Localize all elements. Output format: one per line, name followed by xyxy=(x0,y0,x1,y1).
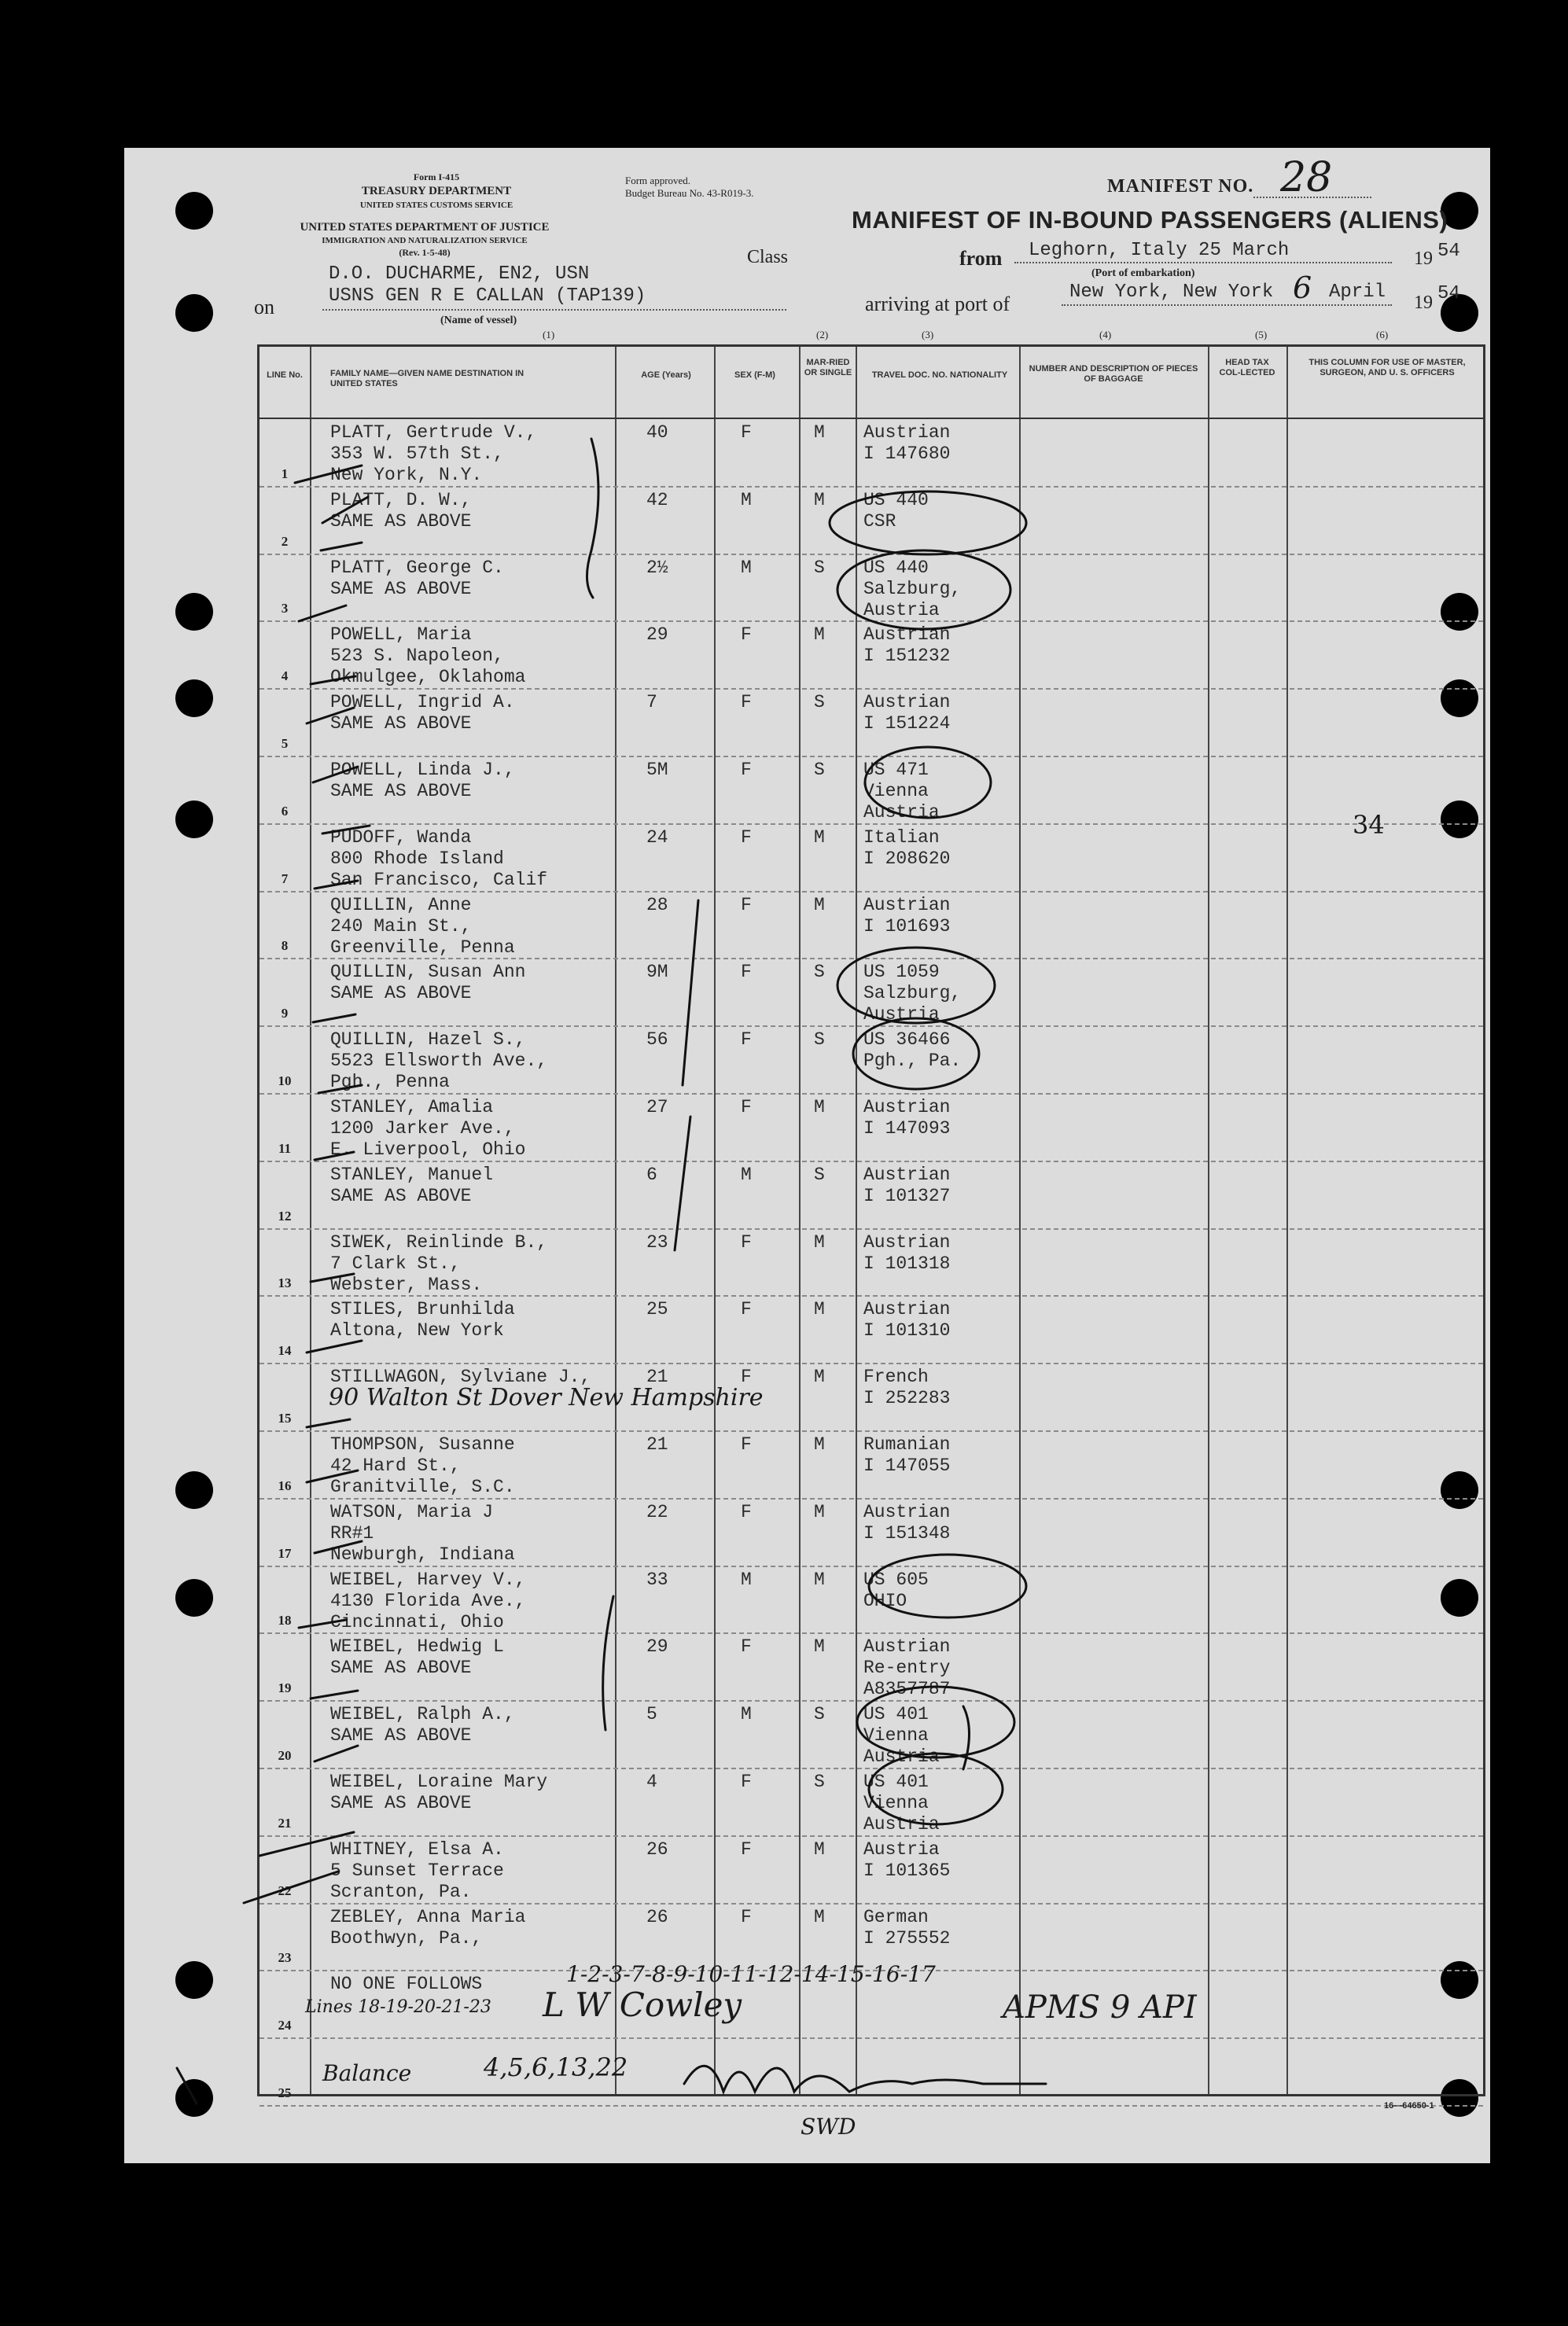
passenger-address: 42 Hard St., xyxy=(330,1456,461,1476)
passenger-address: SAME AS ABOVE xyxy=(330,1725,472,1746)
travel-doc-detail: Salzburg, xyxy=(863,578,962,599)
passenger-age: 26 xyxy=(646,1838,668,1860)
passenger-name: PLATT, George C. xyxy=(330,557,504,578)
passenger-sex: F xyxy=(741,692,752,713)
passenger-marital-status: M xyxy=(814,1231,825,1253)
passenger-marital-status: S xyxy=(814,1029,825,1051)
vessel-name: USNS GEN R E CALLAN (TAP139) xyxy=(329,285,646,307)
row-line-number: 25 xyxy=(278,2085,292,2100)
travel-doc-detail: Vienna xyxy=(863,1793,929,1813)
budget-bureau: Budget Bureau No. 43-R019-3. xyxy=(625,187,754,199)
passenger-marital-status: M xyxy=(814,1434,825,1455)
passenger-age: 5M xyxy=(646,760,668,780)
passenger-address: 353 W. 57th St., xyxy=(330,443,504,464)
travel-doc-detail: I 208620 xyxy=(863,848,951,869)
passenger-age: 26 xyxy=(646,1906,668,1927)
travel-doc-line: German xyxy=(863,1906,929,1927)
passenger-address: 800 Rhode Island xyxy=(330,848,504,869)
travel-doc-line: US 1059 xyxy=(863,962,940,983)
department-of-justice: UNITED STATES DEPARTMENT OF JUSTICE xyxy=(300,221,550,234)
passenger-age: 42 xyxy=(646,489,668,510)
passenger-name: PUDOFF, Wanda xyxy=(330,826,472,848)
passenger-name: PLATT, D. W., xyxy=(330,489,472,510)
passenger-age: 21 xyxy=(646,1367,668,1388)
year-prefix: 19 xyxy=(1414,248,1433,269)
passenger-name: NO ONE FOLLOWS xyxy=(330,1974,483,1995)
treasury-department: TREASURY DEPARTMENT xyxy=(361,185,512,197)
passenger-sex: F xyxy=(741,624,752,646)
passenger-address: 4130 Florida Ave., xyxy=(330,1590,526,1611)
travel-doc-detail: Austria xyxy=(863,599,940,620)
row-line-number: 1 xyxy=(281,466,289,481)
passenger-name: QUILLIN, Hazel S., xyxy=(330,1029,526,1051)
passenger-sex: F xyxy=(741,1299,752,1320)
port-embark-caption: (Port of embarkation) xyxy=(1091,267,1195,279)
row-line-number: 22 xyxy=(278,1883,292,1898)
row-line-number: 12 xyxy=(278,1208,292,1224)
passenger-address: Pgh., Penna xyxy=(330,1072,450,1093)
passenger-name: POWELL, Ingrid A. xyxy=(330,692,515,713)
row-line-number: 2 xyxy=(281,533,289,549)
travel-doc-detail: Re-entry xyxy=(863,1658,951,1679)
passenger-age: 29 xyxy=(646,1636,668,1658)
travel-doc-detail: Vienna xyxy=(863,1725,929,1746)
form-number: Form I-415 xyxy=(413,171,460,182)
passenger-sex: F xyxy=(741,760,752,780)
passenger-address: Cincinnati, Ohio xyxy=(330,1611,504,1632)
passenger-marital-status: M xyxy=(814,1299,825,1320)
passenger-name: STILLWAGON, Sylviane J., xyxy=(330,1367,591,1388)
passenger-address: SAME AS ABOVE xyxy=(330,983,472,1004)
travel-doc-detail: I 101310 xyxy=(863,1320,951,1341)
travel-doc-line: US 401 xyxy=(863,1704,929,1725)
passenger-address: Webster, Mass. xyxy=(330,1274,483,1295)
column-number: (6) xyxy=(1376,329,1389,340)
col-travel-doc: TRAVEL DOC. NO. NATIONALITY xyxy=(871,370,1008,380)
passenger-name: PLATT, Gertrude V., xyxy=(330,422,537,443)
revision: (Rev. 1-5-48) xyxy=(399,247,451,258)
passenger-marital-status: M xyxy=(814,422,825,443)
travel-doc-detail: I 252283 xyxy=(863,1388,951,1409)
passenger-address: E. Liverpool, Ohio xyxy=(330,1139,526,1160)
class-label: Class xyxy=(747,247,789,267)
passenger-address: Greenville, Penna xyxy=(330,937,515,958)
year-prefix-2: 19 xyxy=(1414,293,1433,313)
travel-doc-detail: I 147680 xyxy=(863,443,951,464)
passenger-name: WEIBEL, Harvey V., xyxy=(330,1569,526,1590)
travel-doc-line: Austrian xyxy=(863,1231,951,1253)
travel-doc-detail: I 101693 xyxy=(863,915,951,937)
travel-doc-line: US 471 xyxy=(863,760,929,780)
passenger-address: New York, N.Y. xyxy=(330,465,483,485)
col-baggage: NUMBER AND DESCRIPTION OF PIECES OF BAGGAGE xyxy=(1029,364,1198,384)
travel-doc-line: US 401 xyxy=(863,1772,929,1792)
port-of-arrival: New York, New York xyxy=(1069,282,1274,303)
passenger-address: Boothwyn, Pa., xyxy=(330,1927,483,1949)
passenger-sex: F xyxy=(741,1434,752,1455)
column-number: (4) xyxy=(1099,329,1112,340)
travel-doc-line: Austrian xyxy=(863,1501,951,1522)
year-arrive: 54 xyxy=(1437,283,1460,304)
travel-doc-detail: I 151348 xyxy=(863,1522,951,1544)
passenger-marital-status: M xyxy=(814,1569,825,1590)
row-line-number: 14 xyxy=(278,1343,292,1359)
row-line-number: 17 xyxy=(278,1545,292,1561)
row-line-number: 21 xyxy=(278,1815,292,1831)
travel-doc-detail: Austria xyxy=(863,1814,940,1835)
row-line-number: 19 xyxy=(278,1680,292,1696)
arrive-day: 6 xyxy=(1293,271,1312,305)
travel-doc-detail: CSR xyxy=(863,510,896,532)
passenger-name: STILES, Brunhilda xyxy=(330,1299,515,1320)
passenger-name: POWELL, Maria xyxy=(330,624,472,646)
col-married: MAR-RIED OR SINGLE xyxy=(804,358,852,377)
passenger-age: 2½ xyxy=(646,557,668,578)
passenger-marital-status: M xyxy=(814,489,825,510)
passenger-age: 22 xyxy=(646,1501,668,1522)
row-line-number: 15 xyxy=(278,1411,292,1426)
passenger-marital-status: S xyxy=(814,1704,825,1725)
travel-doc-detail: Austria xyxy=(863,802,940,823)
passenger-sex: F xyxy=(741,422,752,443)
passenger-address: Scranton, Pa. xyxy=(330,1881,472,1902)
travel-doc-line: Austrian xyxy=(863,422,951,443)
passenger-address: SAME AS ABOVE xyxy=(330,1793,472,1813)
passenger-name: WATSON, Maria J xyxy=(330,1501,494,1522)
passenger-name: POWELL, Linda J., xyxy=(330,760,515,780)
travel-doc-detail: Salzburg, xyxy=(863,983,962,1004)
passenger-address: 240 Main St., xyxy=(330,915,472,937)
travel-doc-line: Austrian xyxy=(863,1299,951,1320)
passenger-marital-status: M xyxy=(814,624,825,646)
travel-doc-line: Austrian xyxy=(863,1164,951,1185)
passenger-name: QUILLIN, Susan Ann xyxy=(330,962,526,983)
column-number: (5) xyxy=(1255,329,1268,340)
passenger-marital-status: S xyxy=(814,692,825,713)
passenger-marital-status: S xyxy=(814,962,825,983)
year-embark: 54 xyxy=(1437,241,1460,262)
row-line-number: 23 xyxy=(278,1950,292,1966)
passenger-address: Granitville, S.C. xyxy=(330,1477,515,1497)
passenger-sex: F xyxy=(741,1501,752,1522)
passenger-sex: F xyxy=(741,1838,752,1860)
travel-doc-detail: I 151224 xyxy=(863,713,951,734)
travel-doc-line: French xyxy=(863,1367,929,1388)
travel-doc-detail: Vienna xyxy=(863,781,929,801)
travel-doc-line: US 440 xyxy=(863,489,929,510)
passenger-sex: M xyxy=(741,1704,752,1725)
travel-doc-detail: A8357787 xyxy=(863,1679,951,1700)
passenger-age: 5 xyxy=(646,1704,657,1725)
passenger-sex: F xyxy=(741,1367,752,1388)
column-number: (3) xyxy=(922,329,934,340)
col-name: FAMILY NAME—GIVEN NAME DESTINATION IN UNITED STATES xyxy=(330,369,525,388)
travel-doc-line: Austrian xyxy=(863,1097,951,1117)
passenger-marital-status: M xyxy=(814,1906,825,1927)
balance-label: Balance xyxy=(322,2060,412,2086)
col-line-no: LINE No. xyxy=(267,370,303,380)
passenger-sex: M xyxy=(741,557,752,578)
passenger-marital-status: M xyxy=(814,1838,825,1860)
row-line-number: 18 xyxy=(278,1613,292,1629)
passenger-age: 23 xyxy=(646,1231,668,1253)
column-number: (1) xyxy=(543,329,555,340)
passenger-name: ZEBLEY, Anna Maria xyxy=(330,1906,526,1927)
passenger-age: 7 xyxy=(646,692,657,713)
passenger-name: STANLEY, Amalia xyxy=(330,1097,494,1117)
passenger-sex: F xyxy=(741,1772,752,1792)
passenger-sex: F xyxy=(741,826,752,848)
col-age: AGE (Years) xyxy=(641,370,691,380)
manifest-no-label: MANIFEST NO. xyxy=(1107,176,1254,197)
passenger-sex: F xyxy=(741,1097,752,1117)
signature-initials: SWD xyxy=(801,2114,856,2140)
passenger-marital-status: S xyxy=(814,1772,825,1792)
passenger-age: 27 xyxy=(646,1097,668,1117)
travel-doc-line: Austrian xyxy=(863,894,951,915)
passenger-sex: M xyxy=(741,1164,752,1185)
form-approved: Form approved. xyxy=(625,175,691,186)
arriving-label: arriving at port of xyxy=(865,293,1010,315)
passenger-sex: M xyxy=(741,1569,752,1590)
passenger-address: 523 S. Napoleon, xyxy=(330,646,504,667)
passenger-name: WEIBEL, Ralph A., xyxy=(330,1704,515,1725)
passenger-sex: M xyxy=(741,489,752,510)
travel-doc-line: Austrian xyxy=(863,1636,951,1658)
passenger-age: 40 xyxy=(646,422,668,443)
row-line-number: 6 xyxy=(281,803,289,819)
passenger-age: 33 xyxy=(646,1569,668,1590)
passenger-address: SAME AS ABOVE xyxy=(330,713,472,734)
row-line-number: 8 xyxy=(281,938,289,954)
vessel-caption: (Name of vessel) xyxy=(440,315,517,326)
passenger-address: RR#1 xyxy=(330,1522,374,1544)
passenger-address: SAME AS ABOVE xyxy=(330,781,472,801)
passenger-age: 21 xyxy=(646,1434,668,1455)
travel-doc-detail: I 101327 xyxy=(863,1185,951,1206)
passenger-name: THOMPSON, Susanne xyxy=(330,1434,515,1455)
travel-doc-detail: Austria xyxy=(863,1746,940,1768)
passenger-address: SAME AS ABOVE xyxy=(330,510,472,532)
passenger-age: 24 xyxy=(646,826,668,848)
passenger-address: 7 Clark St., xyxy=(330,1253,461,1274)
officer-name: D.O. DUCHARME, EN2, USN xyxy=(329,263,590,285)
passenger-name: WEIBEL, Loraine Mary xyxy=(330,1772,548,1792)
row-line-number: 24 xyxy=(278,2018,292,2033)
travel-doc-line: Rumanian xyxy=(863,1434,951,1455)
passenger-age: 25 xyxy=(646,1299,668,1320)
travel-doc-line: US 36466 xyxy=(863,1029,951,1051)
passenger-address: 5 Sunset Terrace xyxy=(330,1860,504,1881)
travel-doc-line: US 605 xyxy=(863,1569,929,1590)
customs-service: UNITED STATES CUSTOMS SERVICE xyxy=(359,201,513,210)
travel-doc-line: Austria xyxy=(863,1838,940,1860)
immigration-service: IMMIGRATION AND NATURALIZATION SERVICE xyxy=(322,236,528,245)
travel-doc-detail: Pgh., Pa. xyxy=(863,1051,962,1072)
travel-doc-detail: I 147093 xyxy=(863,1118,951,1139)
passenger-sex: F xyxy=(741,894,752,915)
row-line-number: 9 xyxy=(281,1006,289,1021)
travel-doc-line: Austrian xyxy=(863,624,951,646)
passenger-address: 1200 Jarker Ave., xyxy=(330,1118,515,1139)
form-code: 16—64650-1 xyxy=(1384,2101,1434,2111)
passenger-address: SAME AS ABOVE xyxy=(330,578,472,599)
travel-doc-line: Austrian xyxy=(863,692,951,713)
passenger-marital-status: M xyxy=(814,1367,825,1388)
col-official-use: THIS COLUMN FOR USE OF MASTER, SURGEON, AND U. S. OFFICERS xyxy=(1309,358,1466,377)
travel-doc-detail: I 151232 xyxy=(863,646,951,667)
travel-doc-detail: I 275552 xyxy=(863,1927,951,1949)
passenger-age: 29 xyxy=(646,624,668,646)
passenger-sex: F xyxy=(741,1231,752,1253)
passenger-marital-status: S xyxy=(814,1164,825,1185)
row-line-number: 11 xyxy=(278,1140,292,1156)
passenger-marital-status: S xyxy=(814,760,825,780)
passenger-marital-status: M xyxy=(814,1636,825,1658)
passenger-marital-status: M xyxy=(814,1501,825,1522)
passenger-sex: F xyxy=(741,1029,752,1051)
manifest-number: 28 xyxy=(1280,154,1333,201)
passenger-marital-status: M xyxy=(814,894,825,915)
passenger-address: Okmulgee, Oklahoma xyxy=(330,667,526,688)
travel-doc-detail: I 147055 xyxy=(863,1456,951,1476)
col-head-tax: HEAD TAX COL-LECTED xyxy=(1219,358,1275,377)
row-line-number: 3 xyxy=(281,601,289,616)
on-label: on xyxy=(254,296,274,318)
passenger-sex: F xyxy=(741,1636,752,1658)
row-line-number: 5 xyxy=(281,736,289,751)
travel-doc-detail: I 101365 xyxy=(863,1860,951,1881)
passenger-address: Newburgh, Indiana xyxy=(330,1544,515,1565)
passenger-address: SAME AS ABOVE xyxy=(330,1658,472,1679)
passenger-marital-status: M xyxy=(814,1097,825,1117)
passenger-age: 56 xyxy=(646,1029,668,1051)
from-label: from xyxy=(959,247,1003,270)
travel-doc-detail: OHIO xyxy=(863,1590,907,1611)
col-sex: SEX (F-M) xyxy=(734,370,775,380)
row-line-number: 16 xyxy=(278,1478,292,1493)
row15-handwritten-address: 90 Walton St Dover New Hampshire xyxy=(329,1384,764,1411)
passenger-name: WHITNEY, Elsa A. xyxy=(330,1838,504,1860)
row-line-number: 20 xyxy=(278,1748,292,1763)
passenger-age: 4 xyxy=(646,1772,657,1792)
passenger-name: STANLEY, Manuel xyxy=(330,1164,494,1185)
passenger-name: SIWEK, Reinlinde B., xyxy=(330,1231,548,1253)
arrive-month: April xyxy=(1329,282,1386,303)
passenger-address: San Francisco, Calif xyxy=(330,869,548,890)
passenger-address: Altona, New York xyxy=(330,1320,504,1341)
row-line-number: 10 xyxy=(278,1073,292,1088)
passenger-marital-status: M xyxy=(814,826,825,848)
passenger-sex: F xyxy=(741,962,752,983)
column-number: (2) xyxy=(816,329,829,340)
side-number: 34 xyxy=(1353,810,1385,840)
form-title: MANIFEST OF IN-BOUND PASSENGERS (ALIENS) xyxy=(852,206,1448,234)
passenger-name: WEIBEL, Hedwig L xyxy=(330,1636,504,1658)
passenger-age: 6 xyxy=(646,1164,657,1185)
travel-doc-line: US 440 xyxy=(863,557,929,578)
row-line-number: 13 xyxy=(278,1275,292,1291)
passenger-age: 28 xyxy=(646,894,668,915)
passenger-address: SAME AS ABOVE xyxy=(330,1185,472,1206)
travel-doc-line: Italian xyxy=(863,826,940,848)
travel-doc-detail: Austria xyxy=(863,1004,940,1025)
line24-right-note: APMS 9 API xyxy=(1003,1989,1197,2026)
passenger-sex: F xyxy=(741,1906,752,1927)
passenger-age: 9M xyxy=(646,962,668,983)
passenger-name: QUILLIN, Anne xyxy=(330,894,472,915)
port-of-embarkation: Leghorn, Italy 25 March xyxy=(1029,240,1290,261)
passenger-marital-status: S xyxy=(814,557,825,578)
line24-name: L W Cowley xyxy=(543,1986,742,2024)
travel-doc-detail: I 101318 xyxy=(863,1253,951,1274)
balance-numbers: 4,5,6,13,22 xyxy=(484,2052,628,2082)
line24-lines-note: Lines 18-19-20-21-23 xyxy=(305,1997,491,2017)
passenger-address: 5523 Ellsworth Ave., xyxy=(330,1051,548,1072)
line24-numbers: 1-2-3-7-8-9-10-11-12-14-15-16-17 xyxy=(566,1961,936,1987)
row-line-number: 4 xyxy=(281,668,289,684)
row-line-number: 7 xyxy=(281,870,289,886)
